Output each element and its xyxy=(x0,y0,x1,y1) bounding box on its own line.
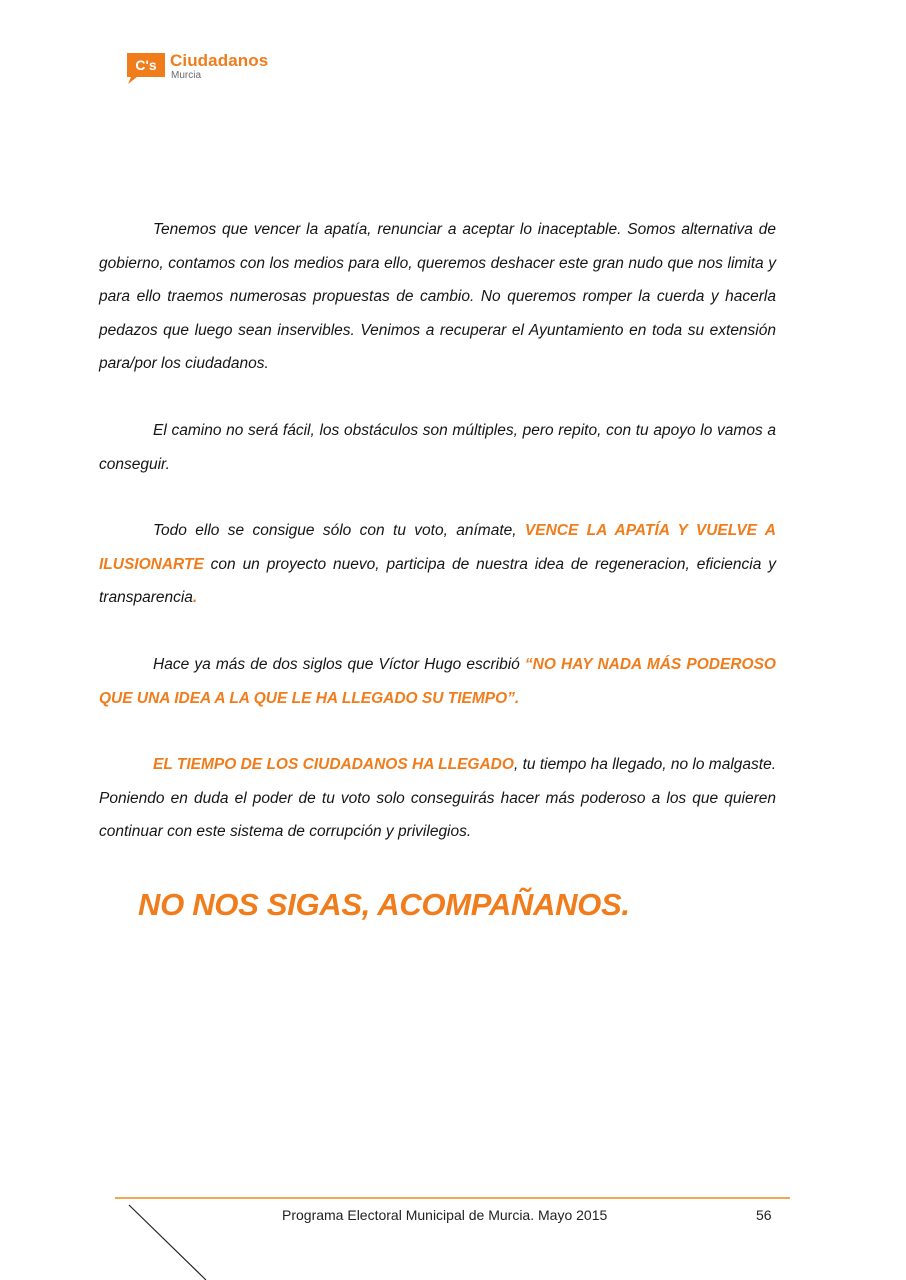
footer-rule xyxy=(115,1197,790,1199)
paragraph-5 xyxy=(99,748,776,849)
paragraph-4 xyxy=(99,648,776,715)
footer-diagonal-line xyxy=(126,1202,210,1280)
logo-name: Ciudadanos xyxy=(170,51,269,70)
ciudadanos-logo xyxy=(124,50,274,86)
speech-bubble-logo-icon xyxy=(124,50,168,86)
paragraph-3-highlight: VENCE LA APATÍA Y VUELVE A ILUSIONARTE xyxy=(99,522,776,573)
paragraph-3-end-dot: . xyxy=(192,589,198,606)
paragraph-5-highlight: EL TIEMPO DE LOS CIUDADANOS HA LLEGADO xyxy=(153,756,514,773)
paragraph-2 xyxy=(99,414,776,481)
paragraph-3-text-after: con un proyecto nuevo, participa de nuestra idea de regeneracion, eficiencia y transparencia xyxy=(99,555,776,606)
logo-city: Murcia xyxy=(171,70,202,81)
paragraph-3-text: Todo ello se consigue sólo con tu voto, anímate, xyxy=(153,522,525,539)
page-number: 56 xyxy=(756,1207,772,1223)
victor-hugo-quote: “NO HAY NADA MÁS PODEROSO QUE UNA IDEA A LA QUE LE HA LLEGADO SU TIEMPO”. xyxy=(99,656,776,707)
paragraph-1-text: Tenemos que vencer la apatía, renunciar a aceptar lo inaceptable. Somos alternativa de gobierno, contamos con los medios para ello, queremos deshacer este gran nudo que nos limita y para ello traemos numerosas propuestas de cambio. No queremos romper la cuerda y hacerla pedazos que luego sean inservibles. Venimos a recuperar el Ayuntamiento en toda su extensión para/por los ciudadanos. xyxy=(99,221,776,372)
closing-slogan: NO NOS SIGAS, ACOMPAÑANOS. xyxy=(138,887,630,922)
paragraph-5-text: , tu tiempo ha llegado, no lo malgaste. Poniendo en duda el poder de tu voto solo conseguirás hacer más poderoso a los que quieren continuar con este sistema de corrupción y privilegios. xyxy=(99,756,776,840)
logo-mark-text: C's xyxy=(135,57,157,73)
paragraph-1 xyxy=(99,213,776,381)
paragraph-3 xyxy=(99,514,776,615)
paragraph-2-text: El camino no será fácil, los obstáculos son múltiples, pero repito, con tu apoyo lo vamos a conseguir. xyxy=(99,422,776,473)
paragraph-4-text: Hace ya más de dos siglos que Víctor Hugo escribió xyxy=(153,656,525,673)
footer-title: Programa Electoral Municipal de Murcia. Mayo 2015 xyxy=(282,1207,608,1223)
